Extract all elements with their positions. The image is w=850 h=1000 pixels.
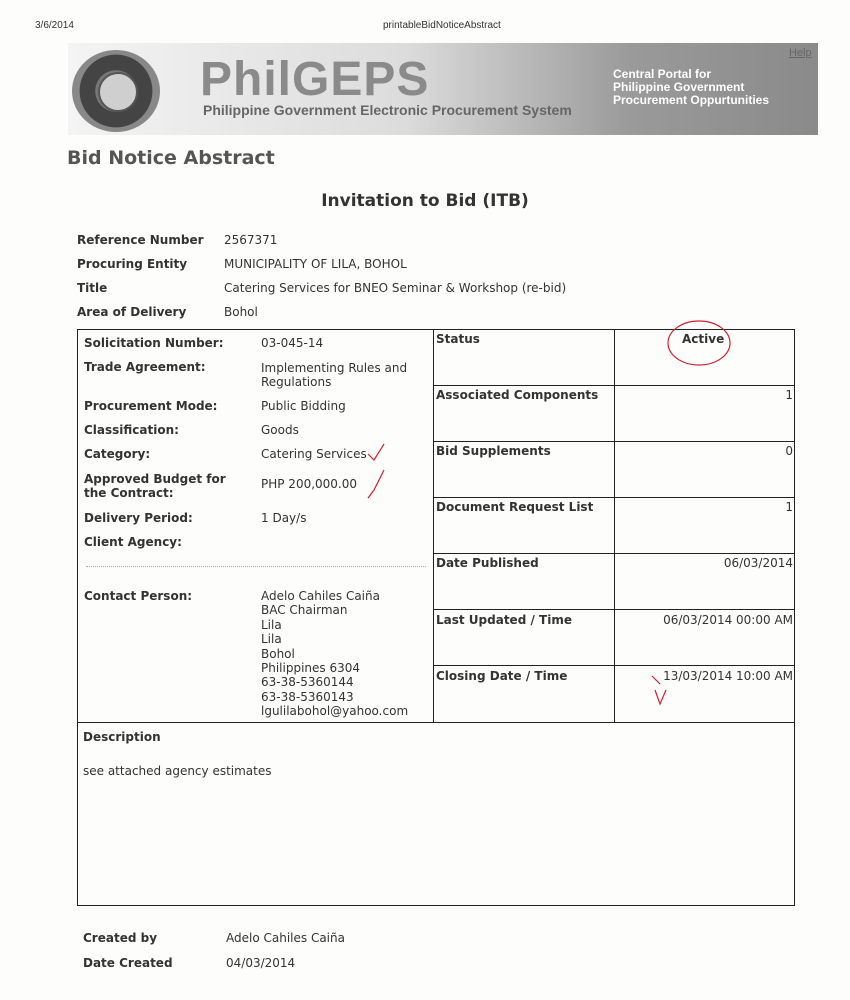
classification-label: Classification: <box>84 423 179 437</box>
check-mark-icon <box>368 470 384 498</box>
date-created-label: Date Created <box>83 956 173 970</box>
portal-line: Central Portal for <box>613 67 712 81</box>
updated-label: Last Updated / Time <box>436 613 572 627</box>
page-heading: Bid Notice Abstract <box>67 147 275 169</box>
published-label: Date Published <box>436 556 539 570</box>
budget-label-line: Approved Budget for <box>84 472 226 486</box>
closing-value: 13/03/2014 10:00 AM <box>663 669 793 683</box>
contact-address-line: Lila <box>261 632 282 647</box>
portal-line: Philippine Government <box>613 80 745 94</box>
docreq-value: 1 <box>785 500 793 514</box>
contact-fax: 63-38-5360143 <box>261 689 354 704</box>
title-label: Title <box>77 281 108 295</box>
area-value: Bohol <box>224 305 258 319</box>
entity-value: MUNICIPALITY OF LILA, BOHOL <box>224 257 407 271</box>
date-created-value: 04/03/2014 <box>226 956 296 970</box>
print-page-title: printableBidNoticeAbstract <box>383 20 501 31</box>
solicitation-label: Solicitation Number: <box>84 336 224 350</box>
delivery-label: Delivery Period: <box>84 511 193 525</box>
description-text: see attached agency estimates <box>83 764 272 778</box>
published-value: 06/03/2014 <box>723 556 793 570</box>
page-subheading: Invitation to Bid (ITB) <box>321 191 529 211</box>
area-label: Area of Delivery <box>77 305 187 319</box>
components-label: Associated Components <box>436 388 599 402</box>
portal-line: Procurement Oppurtunities <box>613 93 770 107</box>
title-value: Catering Services for BNEO Seminar & Workshop (re-bid) <box>224 281 567 295</box>
mode-value: Public Bidding <box>261 399 346 413</box>
client-label: Client Agency: <box>84 535 182 549</box>
contact-name: Adelo Cahiles Caiña <box>261 589 380 603</box>
classification-value: Goods <box>261 423 299 437</box>
solicitation-value: 03-045-14 <box>261 336 324 350</box>
components-value: 1 <box>785 388 793 402</box>
budget-value: PHP 200,000.00 <box>261 477 358 491</box>
docreq-label: Document Request List <box>436 500 594 514</box>
closing-label: Closing Date / Time <box>436 669 568 683</box>
logo-subtitle: Philippine Government Electronic Procurement System <box>203 102 572 118</box>
category-label: Category: <box>84 447 151 461</box>
check-mark-icon <box>368 444 384 460</box>
circle-mark-icon <box>668 321 730 365</box>
entity-label: Procuring Entity <box>77 257 188 271</box>
contact-label: Contact Person: <box>84 589 193 603</box>
logo-text: PhilGEPS <box>200 53 430 106</box>
help-link[interactable]: Help <box>789 47 812 59</box>
contact-email: lgulilabohol@yahoo.com <box>261 704 409 719</box>
created-by-label: Created by <box>83 931 158 945</box>
contact-address-line: Bohol <box>261 646 295 661</box>
created-by-value: Adelo Cahiles Caiña <box>226 931 345 945</box>
contact-address-line: Lila <box>261 617 282 632</box>
mode-label: Procurement Mode: <box>84 399 218 413</box>
category-value: Catering Services <box>261 447 367 461</box>
supplements-value: 0 <box>785 444 793 458</box>
trade-value-line: Implementing Rules and <box>261 361 408 375</box>
print-date: 3/6/2014 <box>35 20 74 31</box>
reference-value: 2567371 <box>224 233 278 247</box>
delivery-value: 1 Day/s <box>261 511 307 525</box>
contact-country: Philippines 6304 <box>261 661 361 676</box>
updated-value: 06/03/2014 00:00 AM <box>663 613 793 627</box>
contact-phone: 63-38-5360144 <box>261 675 354 690</box>
check-mark-icon <box>652 676 666 704</box>
budget-label-line: the Contract: <box>84 486 174 500</box>
contact-position: BAC Chairman <box>261 603 348 618</box>
status-value: Active <box>682 332 725 346</box>
trade-label: Trade Agreement: <box>84 360 206 374</box>
supplements-label: Bid Supplements <box>436 444 551 458</box>
trade-value-line: Regulations <box>261 375 332 389</box>
description-label: Description <box>83 730 161 744</box>
reference-label: Reference Number <box>77 233 204 247</box>
status-label: Status <box>436 332 480 346</box>
